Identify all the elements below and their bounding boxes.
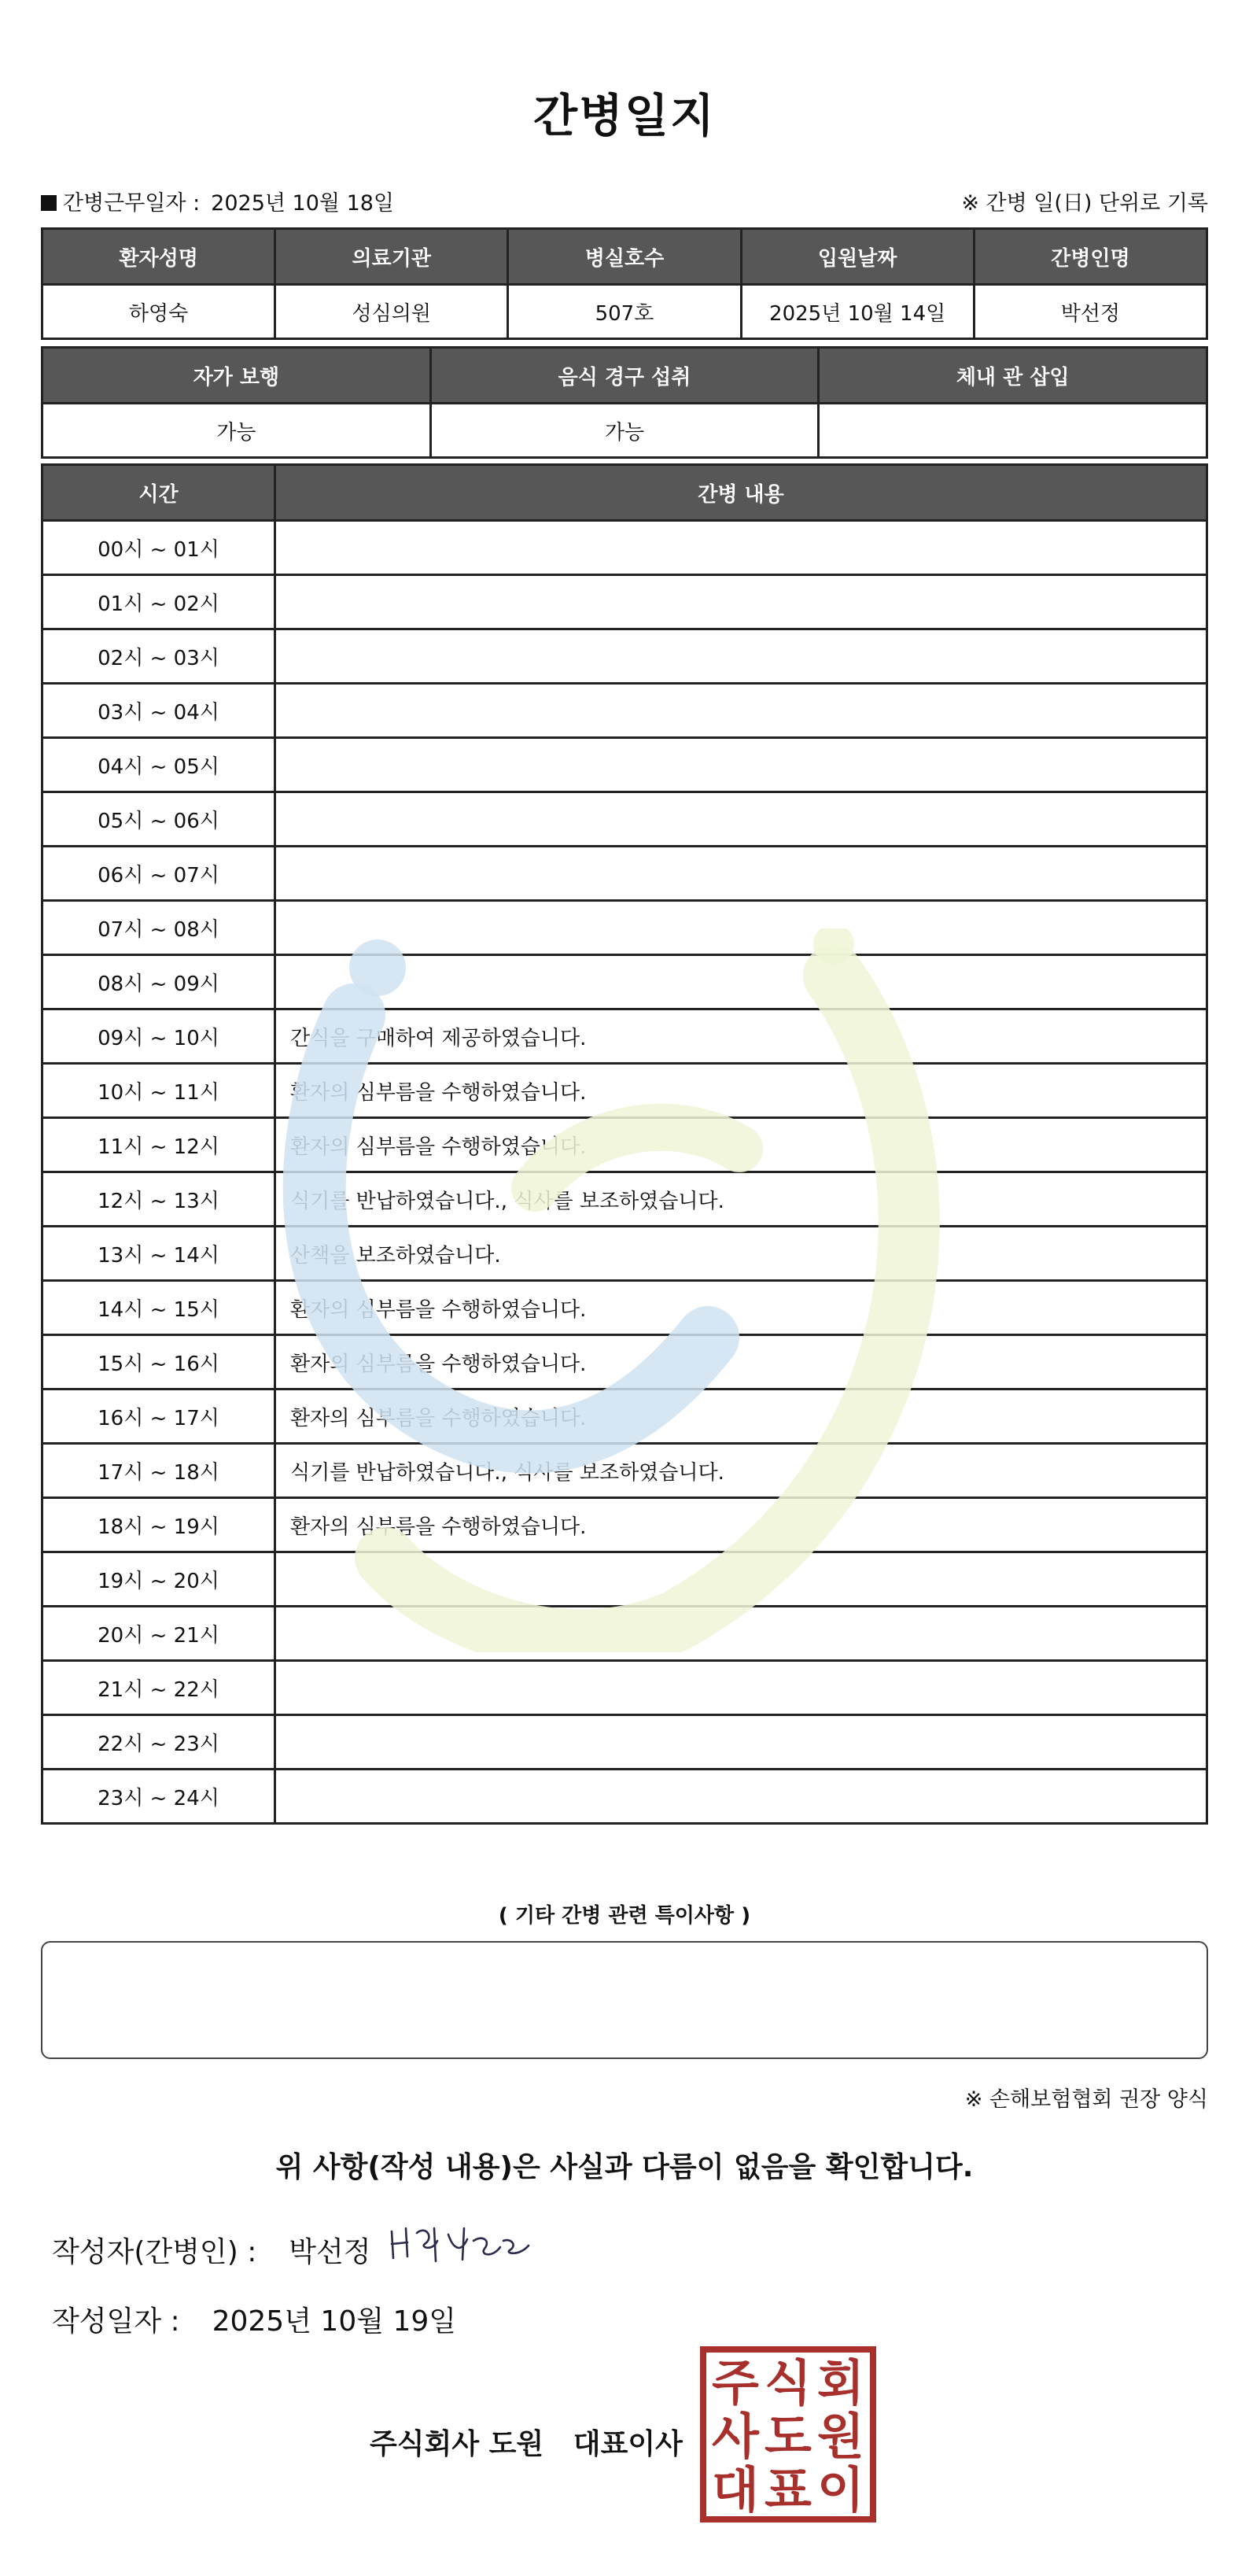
time-slot: 19시 ~ 20시 bbox=[42, 1552, 275, 1607]
square-bullet-icon bbox=[41, 195, 57, 211]
writer-line bbox=[52, 2230, 371, 2270]
seal-character: 회 bbox=[817, 2354, 864, 2412]
table-row bbox=[42, 1227, 1207, 1281]
time-slot: 10시 ~ 11시 bbox=[42, 1064, 275, 1118]
table-row bbox=[42, 1770, 1207, 1824]
column-header: 간병인명 bbox=[974, 229, 1207, 285]
handwritten-signature bbox=[385, 2217, 535, 2272]
seal-character: 원 bbox=[817, 2408, 864, 2465]
time-slot: 04시 ~ 05시 bbox=[42, 738, 275, 792]
table-row bbox=[42, 1715, 1207, 1770]
time-slot: 07시 ~ 08시 bbox=[42, 901, 275, 955]
time-slot: 13시 ~ 14시 bbox=[42, 1227, 275, 1281]
column-header: 환자성명 bbox=[42, 229, 275, 285]
table-row bbox=[42, 1498, 1207, 1552]
patient-status-table bbox=[41, 346, 1208, 459]
table-row bbox=[42, 575, 1207, 629]
seal-character: 대 bbox=[712, 2461, 759, 2519]
seal-character: 사 bbox=[712, 2408, 759, 2465]
seal-character: 도 bbox=[765, 2408, 812, 2465]
admission-date: 2025년 10월 14일 bbox=[741, 285, 974, 339]
time-slot: 01시 ~ 02시 bbox=[42, 575, 275, 629]
self-walking-value: 가능 bbox=[42, 404, 431, 458]
table-row bbox=[42, 1607, 1207, 1661]
table-row bbox=[42, 1118, 1207, 1172]
hospital-name: 성심의원 bbox=[275, 285, 508, 339]
care-content: 간식을 구매하여 제공하였습니다. bbox=[275, 1009, 1207, 1064]
table-row bbox=[42, 684, 1207, 738]
time-slot: 02시 ~ 03시 bbox=[42, 629, 275, 684]
document-title: 간병일지 bbox=[532, 89, 717, 142]
care-content bbox=[275, 629, 1207, 684]
work-date-label: 간병근무일자 : bbox=[63, 191, 201, 216]
time-slot: 18시 ~ 19시 bbox=[42, 1498, 275, 1552]
table-row bbox=[42, 1064, 1207, 1118]
care-content bbox=[275, 1715, 1207, 1770]
time-slot: 22시 ~ 23시 bbox=[42, 1715, 275, 1770]
time-slot: 09시 ~ 10시 bbox=[42, 1009, 275, 1064]
column-header-time: 시간 bbox=[42, 465, 275, 521]
table-row bbox=[42, 1444, 1207, 1498]
column-header: 체내 관 삽입 bbox=[819, 348, 1207, 404]
time-slot: 08시 ~ 09시 bbox=[42, 955, 275, 1009]
write-date-value: 2025년 10월 19일 bbox=[212, 2305, 457, 2338]
caregiver-name: 박선정 bbox=[974, 285, 1207, 339]
care-content bbox=[275, 1661, 1207, 1715]
column-header: 자가 보행 bbox=[42, 348, 431, 404]
work-date-line bbox=[41, 186, 394, 216]
column-header: 입원날짜 bbox=[741, 229, 974, 285]
care-content bbox=[275, 847, 1207, 901]
care-content bbox=[275, 1770, 1207, 1824]
table-row bbox=[42, 1172, 1207, 1227]
time-slot: 12시 ~ 13시 bbox=[42, 1172, 275, 1227]
write-date-label: 작성일자 : bbox=[52, 2305, 180, 2338]
column-header: 음식 경구 섭취 bbox=[430, 348, 819, 404]
column-header-content: 간병 내용 bbox=[275, 465, 1207, 521]
table-row bbox=[42, 1661, 1207, 1715]
time-slot: 11시 ~ 12시 bbox=[42, 1118, 275, 1172]
time-slot: 15시 ~ 16시 bbox=[42, 1335, 275, 1389]
care-content bbox=[275, 955, 1207, 1009]
table-row bbox=[42, 1281, 1207, 1335]
company-seal-stamp bbox=[698, 2345, 878, 2524]
care-content: 환자의 심부름을 수행하였습니다. bbox=[275, 1498, 1207, 1552]
room-number: 507호 bbox=[508, 285, 741, 339]
care-content: 환자의 심부름을 수행하였습니다. bbox=[275, 1335, 1207, 1389]
column-header: 병실호수 bbox=[508, 229, 741, 285]
patient-name: 하영숙 bbox=[42, 285, 275, 339]
time-slot: 06시 ~ 07시 bbox=[42, 847, 275, 901]
time-slot: 17시 ~ 18시 bbox=[42, 1444, 275, 1498]
time-slot: 05시 ~ 06시 bbox=[42, 792, 275, 847]
patient-info-table bbox=[41, 227, 1208, 340]
care-content: 환자의 심부름을 수행하였습니다. bbox=[275, 1389, 1207, 1444]
table-row bbox=[42, 792, 1207, 847]
table-row bbox=[42, 901, 1207, 955]
care-content: 환자의 심부름을 수행하였습니다. bbox=[275, 1064, 1207, 1118]
care-content bbox=[275, 1607, 1207, 1661]
seal-character: 주 bbox=[712, 2354, 759, 2412]
form-source-note: ※ 손해보험협회 권장 양식 bbox=[964, 2087, 1208, 2112]
care-content bbox=[275, 1552, 1207, 1607]
oral-intake-value: 가능 bbox=[430, 404, 819, 458]
write-date-line bbox=[52, 2299, 456, 2339]
time-slot: 03시 ~ 04시 bbox=[42, 684, 275, 738]
care-content: 환자의 심부름을 수행하였습니다. bbox=[275, 1118, 1207, 1172]
care-content bbox=[275, 901, 1207, 955]
table-row bbox=[42, 1009, 1207, 1064]
table-row bbox=[42, 1552, 1207, 1607]
seal-character: 표 bbox=[765, 2461, 812, 2519]
seal-character: 식 bbox=[765, 2354, 812, 2412]
column-header: 의료기관 bbox=[275, 229, 508, 285]
care-content bbox=[275, 738, 1207, 792]
confirmation-statement: 위 사항(작성 내용)은 사실과 다름이 없음을 확인합니다. bbox=[275, 2151, 974, 2183]
care-content: 산책을 보조하였습니다. bbox=[275, 1227, 1207, 1281]
seal-character: 이 bbox=[817, 2461, 864, 2519]
time-slot: 21시 ~ 22시 bbox=[42, 1661, 275, 1715]
time-slot: 20시 ~ 21시 bbox=[42, 1607, 275, 1661]
care-content bbox=[275, 521, 1207, 575]
care-content bbox=[275, 684, 1207, 738]
care-content bbox=[275, 792, 1207, 847]
table-row bbox=[42, 738, 1207, 792]
care-content: 식기를 반납하였습니다., 식사를 보조하였습니다. bbox=[275, 1172, 1207, 1227]
care-log-table bbox=[41, 463, 1208, 1825]
unit-note: ※ 간병 일(日) 단위로 기록 bbox=[961, 191, 1208, 216]
table-row bbox=[42, 629, 1207, 684]
tube-insertion-value bbox=[819, 404, 1207, 458]
time-slot: 16시 ~ 17시 bbox=[42, 1389, 275, 1444]
table-row bbox=[42, 955, 1207, 1009]
company-representative: 주식회사 도원 대표이사 bbox=[370, 2428, 683, 2460]
time-slot: 23시 ~ 24시 bbox=[42, 1770, 275, 1824]
writer-name: 박선정 bbox=[289, 2236, 371, 2268]
writer-label: 작성자(간병인) : bbox=[52, 2236, 257, 2268]
table-row bbox=[42, 1389, 1207, 1444]
care-content: 식기를 반납하였습니다., 식사를 보조하였습니다. bbox=[275, 1444, 1207, 1498]
work-date-value: 2025년 10월 18일 bbox=[211, 191, 395, 216]
time-slot: 14시 ~ 15시 bbox=[42, 1281, 275, 1335]
table-row bbox=[42, 1335, 1207, 1389]
time-slot: 00시 ~ 01시 bbox=[42, 521, 275, 575]
extra-notes-title: ( 기타 간병 관련 특이사항 ) bbox=[498, 1904, 751, 1928]
extra-notes-box bbox=[41, 1941, 1208, 2059]
care-content: 환자의 심부름을 수행하였습니다. bbox=[275, 1281, 1207, 1335]
table-row bbox=[42, 847, 1207, 901]
care-content bbox=[275, 575, 1207, 629]
table-row bbox=[42, 521, 1207, 575]
